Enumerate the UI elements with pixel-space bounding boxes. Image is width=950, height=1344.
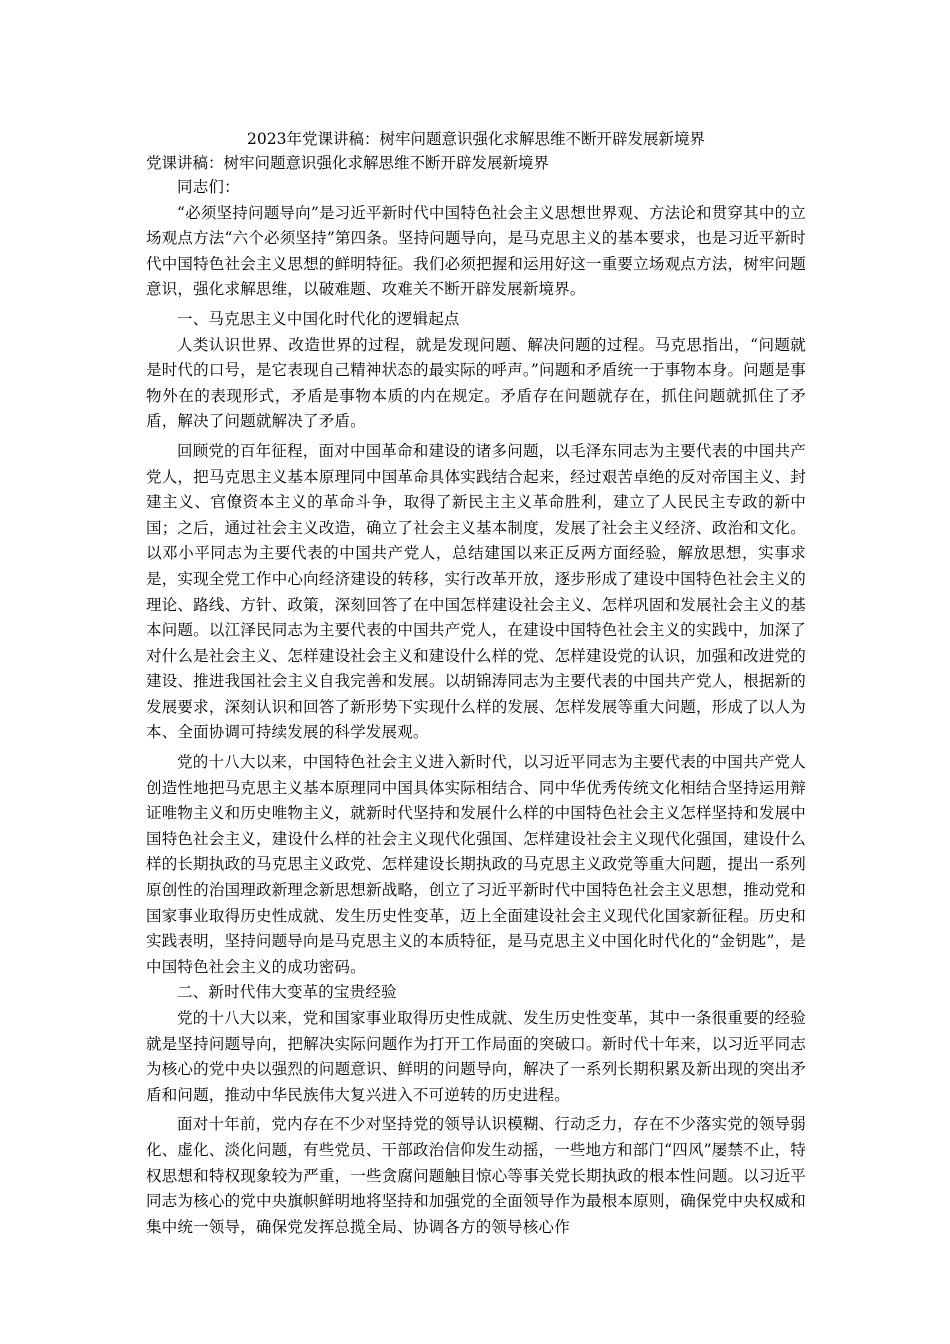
section-2-paragraph-2: 面对十年前，党内存在不少对坚持党的领导认识模糊、行动乏力，存在不少落实党的领导弱化、虚化、淡化问题，有些党员、干部政治信仰发生动摇，一些地方和部门“四风”屡禁不止，特权思想和特权现象较为严重，一些贪腐问题触目惊心等事关党长期执政的根本性问题。以习近平同志为核心的党中央旗帜鲜明地将坚持和加强党的全面领导作为最根本原则，确保党中央权威和集中统一领导，确保党发挥总揽全局、协调各方的领导核心作 [146,1115,806,1236]
document-subtitle: 党课讲稿：树牢问题意识强化求解思维不断开辟发展新境界 [146,154,550,172]
intro-paragraph: “必须坚持问题导向”是习近平新时代中国特色社会主义思想世界观、方法论和贯穿其中的立场观点方法“六个必须坚持”第四条。坚持问题导向，是马克思主义的基本要求，也是习近平新时代中国特色社会主义思想的鲜明特征。我们必须把握和运用好这一重要立场观点方法，树牢问题意识，强化求解思维，以破难题、攻难关不断开辟发展新境界。 [146,203,806,299]
document-title: 2023年党课讲稿：树牢问题意识强化求解思维不断开辟发展新境界 [247,130,705,148]
section-2-heading: 二、新时代伟大变革的宝贵经验 [177,983,397,1002]
section-1-heading: 一、马克思主义中国化时代化的逻辑起点 [177,309,460,328]
document-page [146,127,806,1244]
section-1-paragraph-3: 党的十八大以来，中国特色社会主义进入新时代，以习近平同志为主要代表的中国共产党人创造性地把马克思主义基本原理同中国具体实际相结合、同中华优秀传统文化相结合坚持运用辩证唯物主义和历史唯物主义，就新时代坚持和发展什么样的中国特色社会主义怎样坚持和发展中国特色社会主义，建设什么样的社会主义现代化强国、怎样建设社会主义现代化强国，建设什么样的长期执政的马克思主义政党、怎样建设长期执政的马克思主义政党等重大问题，提出一系列原创性的治国理政新理念新思想新战略，创立了习近平新时代中国特色社会主义思想，推动党和国家事业取得历史性成就、发生历史性变革，迈上全面建设社会主义现代化国家新征程。历史和实践表明，坚持问题导向是马克思主义的本质特征，是马克思主义中国化时代化的“金钥匙”，是中国特色社会主义的成功密码。 [146,753,806,976]
salutation: 同志们： [177,178,240,196]
section-2-paragraph-1: 党的十八大以来，党和国家事业取得历史性成就、发生历史性变革，其中一条很重要的经验就是坚持问题导向，把解决实际问题作为打开工作局面的突破口。新时代十年来，以习近平同志为核心的党中央以强烈的问题意识、鲜明的问题导向，解决了一系列长期积累及新出现的突出矛盾和问题，推动中华民族伟大复兴进入不可逆转的历史进程。 [146,1009,806,1104]
section-1-paragraph-1: 人类认识世界、改造世界的过程，就是发现问题、解决问题的过程。马克思指出，“问题就是时代的口号，是它表现自己精神状态的最实际的呼声。”问题和矛盾统一于事物本身。问题是事物外在的表现形式，矛盾是事物本质的内在规定。矛盾存在问题就存在，抓住问题就抓住了矛盾，解决了问题就解决了矛盾。 [146,335,806,431]
section-1-paragraph-2: 回顾党的百年征程，面对中国革命和建设的诸多问题，以毛泽东同志为主要代表的中国共产党人，把马克思主义基本原理同中国革命具体实践结合起来，经过艰苦卓绝的反对帝国主义、封建主义、官僚资本主义的革命斗争，取得了新民主主义革命胜利，建立了人民民主专政的新中国；之后，通过社会主义改造，确立了社会主义基本制度，发展了社会主义经济、政治和文化。以邓小平同志为主要代表的中国共产党人，总结建国以来正反两方面经验，解放思想，实事求是，实现全党工作中心向经济建设的转移，实行改革开放，逐步形成了建设中国特色社会主义的理论、路线、方针、政策，深刻回答了在中国怎样建设社会主义、怎样巩固和发展社会主义的基本问题。以江泽民同志为主要代表的中国共产党人，在建设中国特色社会主义的实践中，加深了对什么是社会主义、怎样建设社会主义和建设什么样的党、怎样建设党的认识，加强和改进党的建设、推进我国社会主义自我完善和发展。以胡锦涛同志为主要代表的中国共产党人，根据新的发展要求，深刻认识和回答了新形势下实现什么样的发展、怎样发展等重大问题，形成了以人为本、全面协调可持续发展的科学发展观。 [146,441,806,742]
